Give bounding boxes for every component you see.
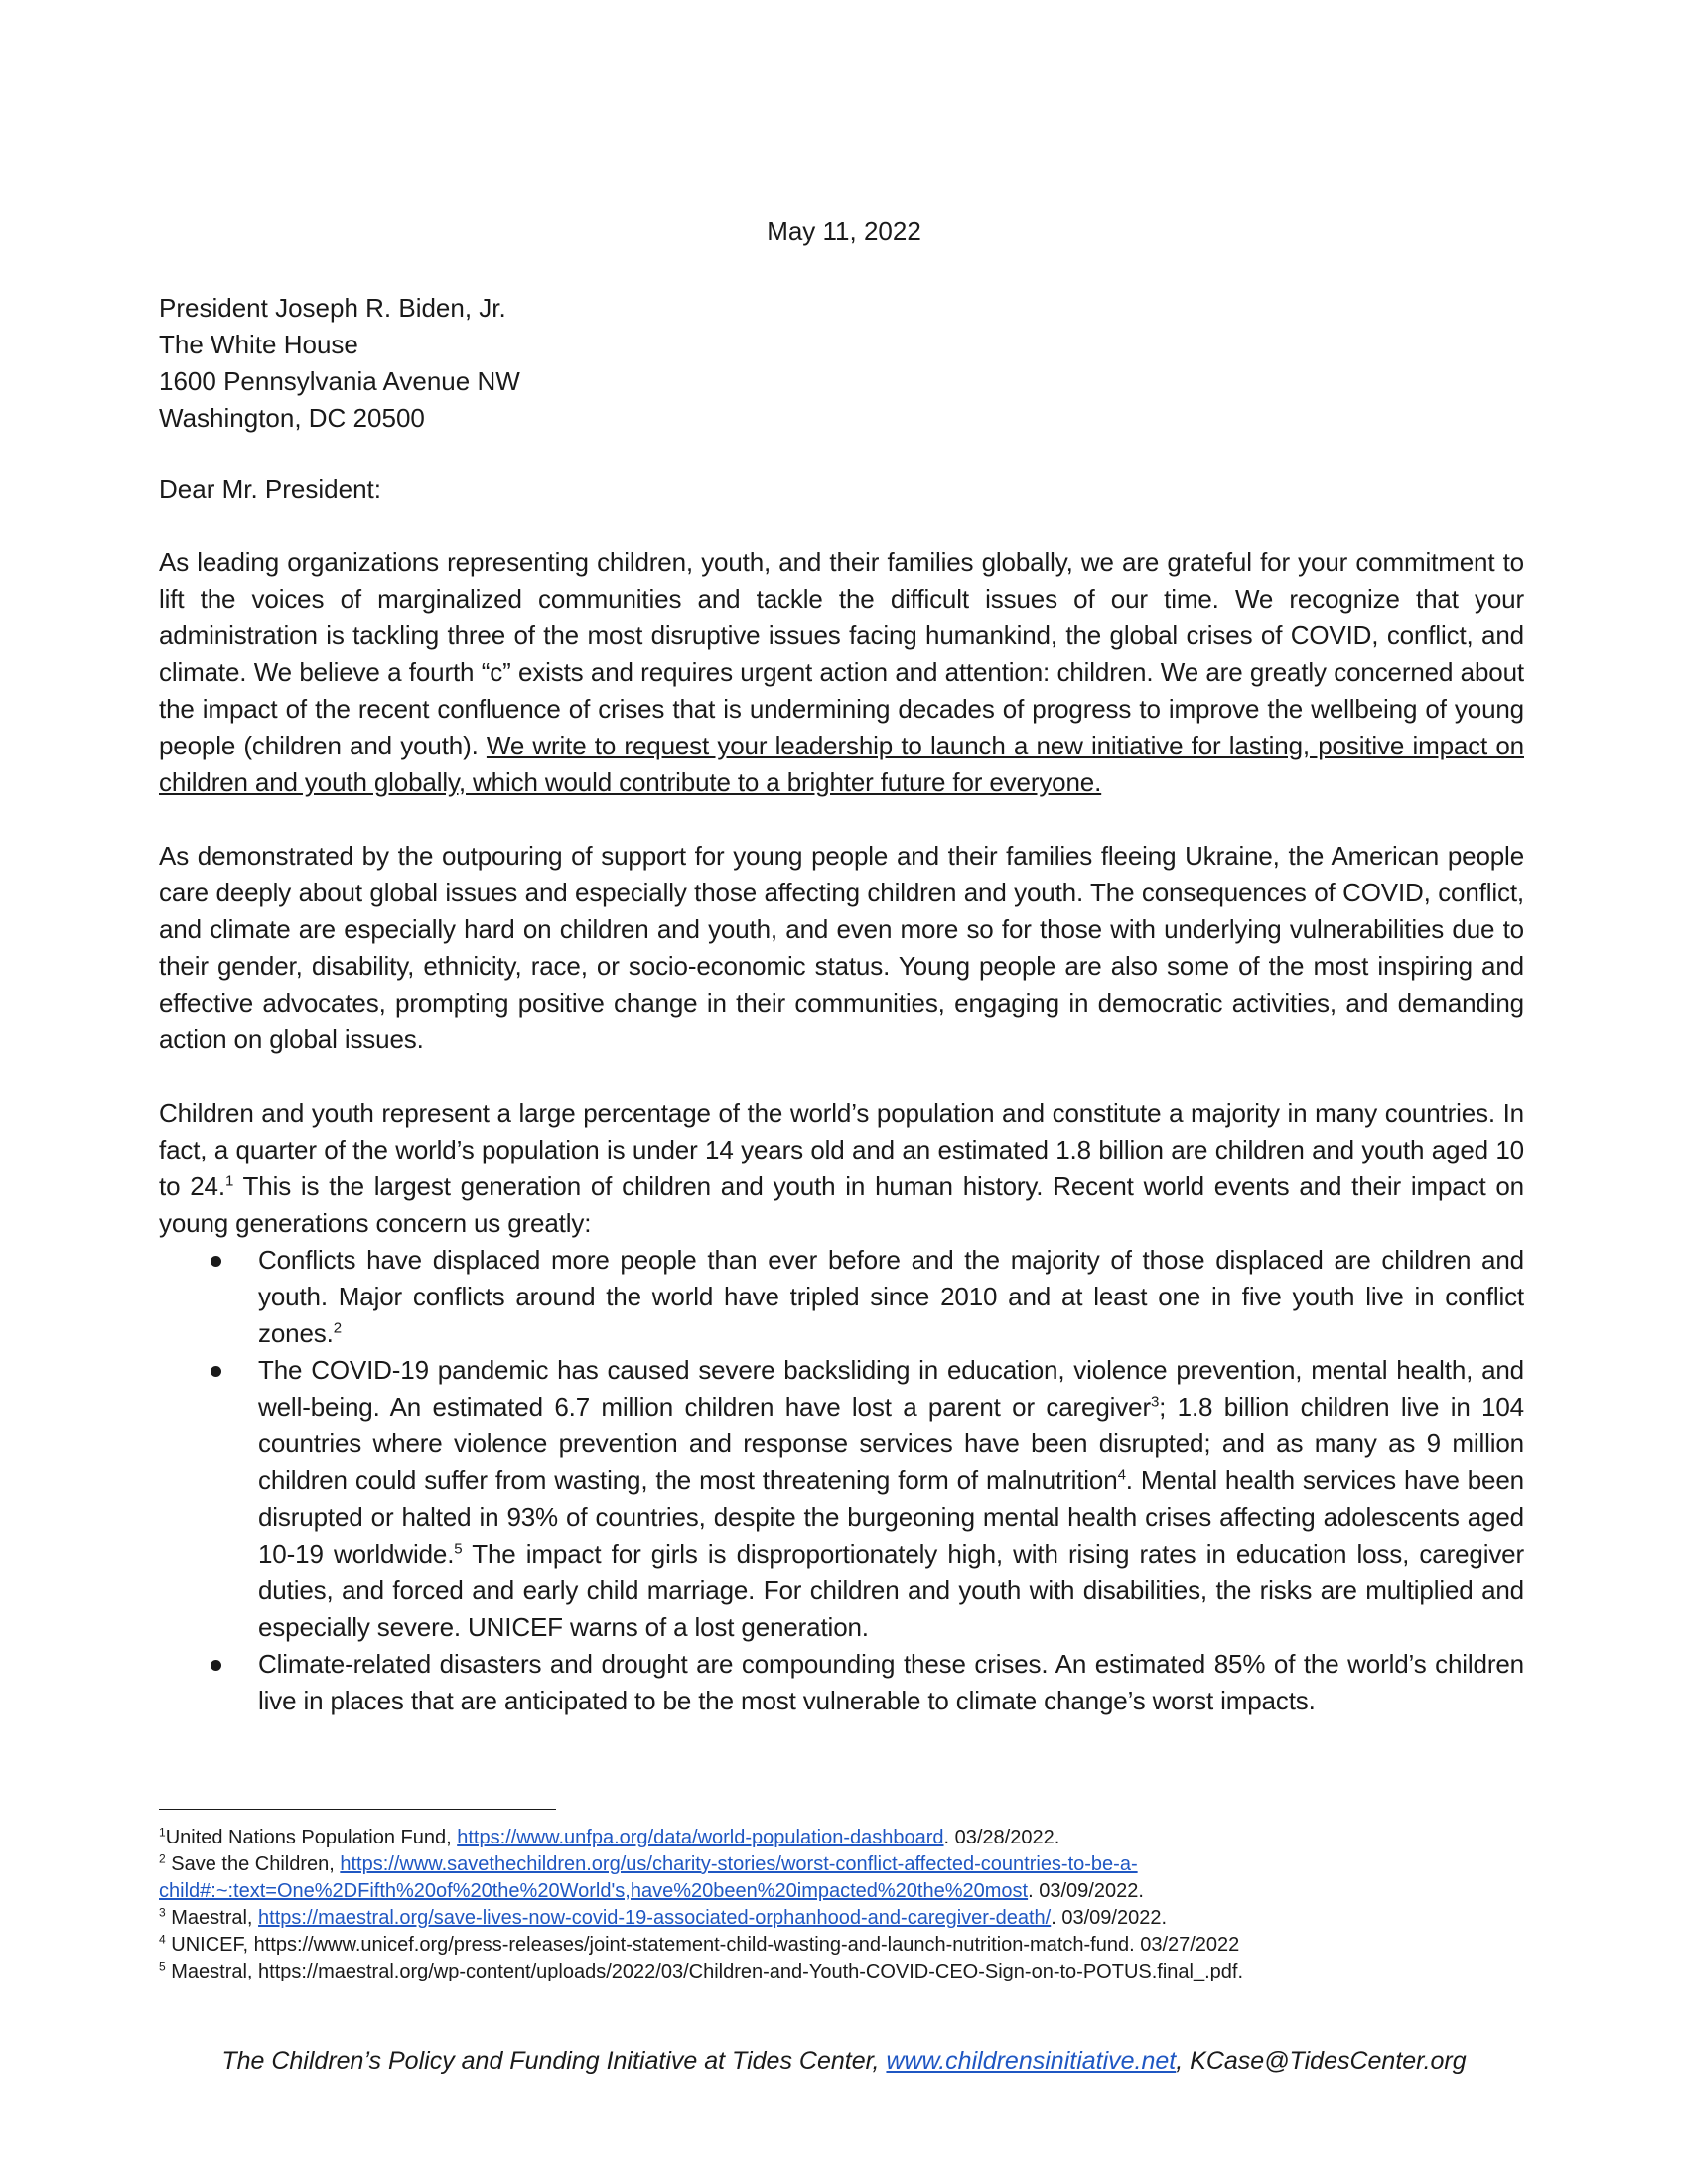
bullet-dot-icon	[211, 1256, 221, 1267]
footnote-ref-4: 4	[1117, 1466, 1126, 1484]
page-footer	[0, 2047, 1688, 2076]
footnote-ref-2: 2	[333, 1319, 342, 1337]
footnote-3-link[interactable]: https://maestral.org/save-lives-now-covid-19-associated-orphanhood-and-caregiver-death/	[258, 1907, 1052, 1929]
footnote-divider	[159, 1809, 556, 1810]
footnote-2-link-part-1[interactable]: https://www.savethechildren.org/us/charity-stories/worst-conflict-affected-countries-to-be-a-	[340, 1853, 1138, 1875]
bullet-covid-text-4: The impact for girls is disproportionately high, with rising rates in education loss, caregiver duties, and forced and early child marriage. For children and youth with disabilities, the risks are multiplied and especially severe. UNICEF warns of a lost generation.	[258, 1539, 1524, 1642]
paragraph-intro	[159, 544, 1524, 801]
crisis-bullet-list	[159, 1242, 1524, 1719]
footnote-1	[159, 1825, 1549, 1851]
footnote-1-date: . 03/28/2022.	[943, 1827, 1060, 1848]
footnote-3-source: Maestral,	[165, 1907, 259, 1929]
footnote-2-source: Save the Children,	[165, 1853, 341, 1875]
footnote-2-continued	[159, 1878, 1549, 1905]
footnotes	[159, 1825, 1549, 1985]
paragraph-intro-text: As leading organizations representing children, youth, and their families globally, we are grateful for your commitment to lift the voices of marginalized communities and tackle the difficult issues of our time. We recognize that your administration is tackling three of the most disruptive issues facing humankind, the global crises of COVID, conflict, and climate. We believe a fourth “c” exists and requires urgent action and attention: children. We are greatly concerned about the impact of the recent confluence of crises that is undermining decades of progress to improve the wellbeing of young people (children and youth).	[159, 547, 1524, 760]
bullet-dot-icon	[211, 1660, 221, 1671]
footer-contact-email: , KCase@TidesCenter.org	[1176, 2047, 1467, 2075]
footnote-3-number: 3	[159, 1905, 166, 1920]
footnote-ref-3: 3	[1150, 1393, 1160, 1411]
bullet-covid-text-3: . Mental health services have been disrupted or halted in 93% of countries, despite the burgeoning mental health crises affecting adolescents aged 10-19 worldwide.	[258, 1465, 1524, 1569]
bullet-conflicts-text: Conflicts have displaced more people than ever before and the majority of those displaced are children and youth. Major conflicts around the world have tripled since 2010 and at least one in five youth live in conflict zones.	[258, 1245, 1524, 1348]
footer-org-text: The Children’s Policy and Funding Initiative at Tides Center,	[221, 2047, 887, 2075]
footnote-4	[159, 1932, 1549, 1959]
footnote-2-link-part-2[interactable]: child#:~:text=One%2DFifth%20of%20the%20World's,have%20been%20impacted%20the%20most	[159, 1880, 1029, 1902]
footnote-2-date: . 03/09/2022.	[1028, 1880, 1144, 1902]
bullet-climate	[159, 1646, 1524, 1719]
recipient-address	[159, 290, 520, 437]
address-line-city: Washington, DC 20500	[159, 403, 425, 433]
footnote-5	[159, 1959, 1549, 1985]
footnote-1-source: United Nations Population Fund,	[165, 1827, 458, 1848]
footer-website-link[interactable]: www.childrensinitiative.net	[886, 2047, 1177, 2075]
footnote-ref-1: 1	[224, 1172, 234, 1190]
footnote-4-text: UNICEF, https://www.unicef.org/press-releases/joint-statement-child-wasting-and-launch-nutrition-match-fund. 03/27/2022	[165, 1934, 1240, 1956]
footnote-ref-5: 5	[454, 1540, 463, 1558]
footnote-5-text: Maestral, https://maestral.org/wp-content/uploads/2022/03/Children-and-Youth-COVID-CEO-Sign-on-to-POTUS.final_.pdf.	[165, 1961, 1244, 1982]
bullet-conflicts	[159, 1242, 1524, 1352]
footnote-4-number: 4	[159, 1932, 166, 1947]
bullet-covid-text-1: The COVID-19 pandemic has caused severe backsliding in education, violence prevention, mental health, and well-being. An estimated 6.7 million children have lost a parent or caregiver	[258, 1355, 1524, 1422]
letter-date: May 11, 2022	[767, 216, 921, 246]
address-line-org: The White House	[159, 330, 358, 359]
bullet-climate-text: Climate-related disasters and drought are compounding these crises. An estimated 85% of the world’s children live in places that are anticipated to be the most vulnerable to climate change’s worst impacts.	[258, 1649, 1524, 1715]
paragraph-ukraine: As demonstrated by the outpouring of support for young people and their families fleeing Ukraine, the American people care deeply about global issues and especially those affecting children and youth. The consequences of COVID, conflict, and climate are especially hard on children and youth, and even more so for those with underlying vulnerabilities due to their gender, disability, ethnicity, race, or socio-economic status. Young people are also some of the most inspiring and effective advocates, prompting positive change in their communities, engaging in democratic activities, and demanding action on global issues.	[159, 841, 1524, 1054]
footnote-2-number: 2	[159, 1851, 166, 1866]
address-line-street: 1600 Pennsylvania Avenue NW	[159, 366, 520, 396]
footnote-1-number: 1	[159, 1825, 166, 1840]
footnote-5-number: 5	[159, 1959, 166, 1974]
address-line-name: President Joseph R. Biden, Jr.	[159, 293, 506, 323]
paragraph-intro-request: We write to request your leadership to launch a new initiative for lasting, positive impact on children and youth globally, which would contribute to a brighter future for everyone.	[159, 731, 1524, 797]
footnote-2	[159, 1851, 1549, 1878]
letter-body	[159, 544, 1524, 1719]
footnote-1-link[interactable]: https://www.unfpa.org/data/world-population-dashboard	[457, 1827, 944, 1848]
bullet-dot-icon	[211, 1366, 221, 1377]
bullet-covid	[159, 1352, 1524, 1646]
bullet-covid-text-2: ; 1.8 billion children live in 104 countries where violence prevention and response services have been disrupted; and as many as 9 million children could suffer from wasting, the most threatening form of malnutrition	[258, 1392, 1524, 1495]
footnote-3-date: . 03/09/2022.	[1051, 1907, 1168, 1929]
paragraph-population	[159, 1095, 1524, 1242]
paragraph-population-text-1: Children and youth represent a large percentage of the world’s population and constitute a majority in many countries. In fact, a quarter of the world’s population is under 14 years old and an estimated 1.8 billion are children and youth aged 10 to 24.	[159, 1098, 1524, 1201]
salutation: Dear Mr. President:	[159, 475, 381, 504]
footnote-3	[159, 1905, 1549, 1932]
paragraph-population-text-2: This is the largest generation of children and youth in human history. Recent world events and their impact on young generations concern us greatly:	[159, 1171, 1524, 1238]
